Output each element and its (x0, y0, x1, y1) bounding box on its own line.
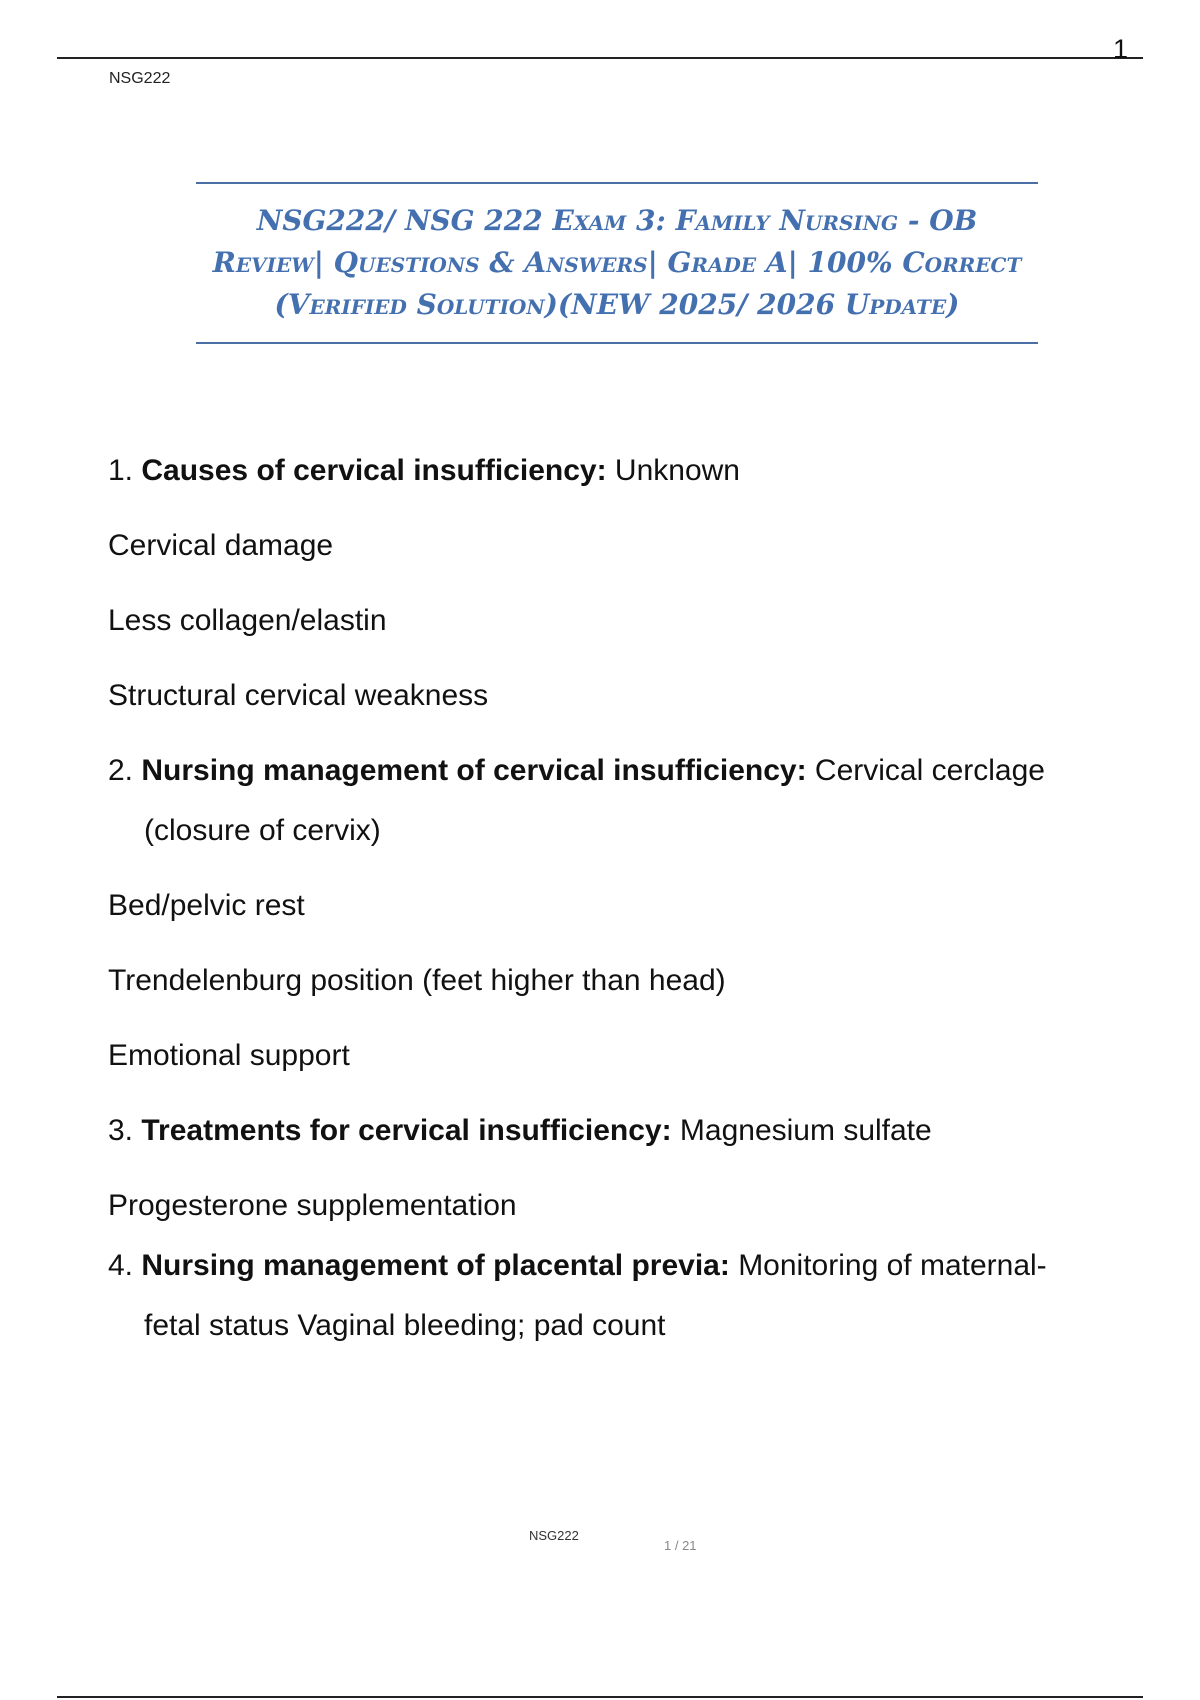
question-answer: Magnesium sulfate (671, 1114, 932, 1147)
question-answer: Unknown (606, 454, 740, 487)
answer-detail: Trendelenburg position (feet higher than head) (108, 964, 726, 997)
page-number: 1 (1112, 34, 1128, 64)
header-rule (57, 57, 1143, 59)
question-number: 1. (108, 454, 134, 487)
answer-detail: Emotional support (108, 1039, 350, 1072)
question-term: Causes of cervical insufficiency: (141, 454, 607, 487)
question-number: 2. (108, 754, 134, 787)
question-1 (108, 452, 1128, 490)
question-term: Treatments for cervical insufficiency: (141, 1114, 672, 1147)
document-title: NSG222/ NSG 222 Exam 3: Family Nursing - OB Review| Questions & Answers| Grade A| 100% Correct (Verified Solution)(NEW 2025/ 2026 Update) (212, 204, 1022, 321)
question-number: 4. (108, 1249, 134, 1282)
question-2 (108, 752, 1128, 790)
question-answer: Monitoring of maternal- (729, 1249, 1047, 1282)
header-course-code: NSG222 (109, 70, 171, 87)
question-answer: Cervical cerclage (806, 754, 1045, 787)
answer-detail: Structural cervical weakness (108, 679, 489, 712)
question-term: Nursing management of placental previa: (141, 1249, 730, 1282)
answer-continuation: fetal status Vaginal bleeding; pad count (144, 1309, 666, 1342)
qa-content (108, 452, 1128, 1382)
question-3 (108, 1112, 1128, 1150)
answer-detail: Bed/pelvic rest (108, 889, 305, 922)
answer-detail: Cervical damage (108, 529, 334, 562)
question-term: Nursing management of cervical insufficiency: (141, 754, 807, 787)
question-4 (108, 1247, 1128, 1285)
answer-continuation: (closure of cervix) (144, 814, 381, 847)
answer-detail: Less collagen/elastin (108, 604, 387, 637)
footer-page-indicator: 1 / 21 (664, 1538, 697, 1553)
title-box (196, 182, 1038, 344)
question-number: 3. (108, 1114, 134, 1147)
footer-course-code: NSG222 (529, 1528, 579, 1543)
footer-rule (57, 1696, 1143, 1698)
answer-detail: Progesterone supplementation (108, 1189, 517, 1222)
